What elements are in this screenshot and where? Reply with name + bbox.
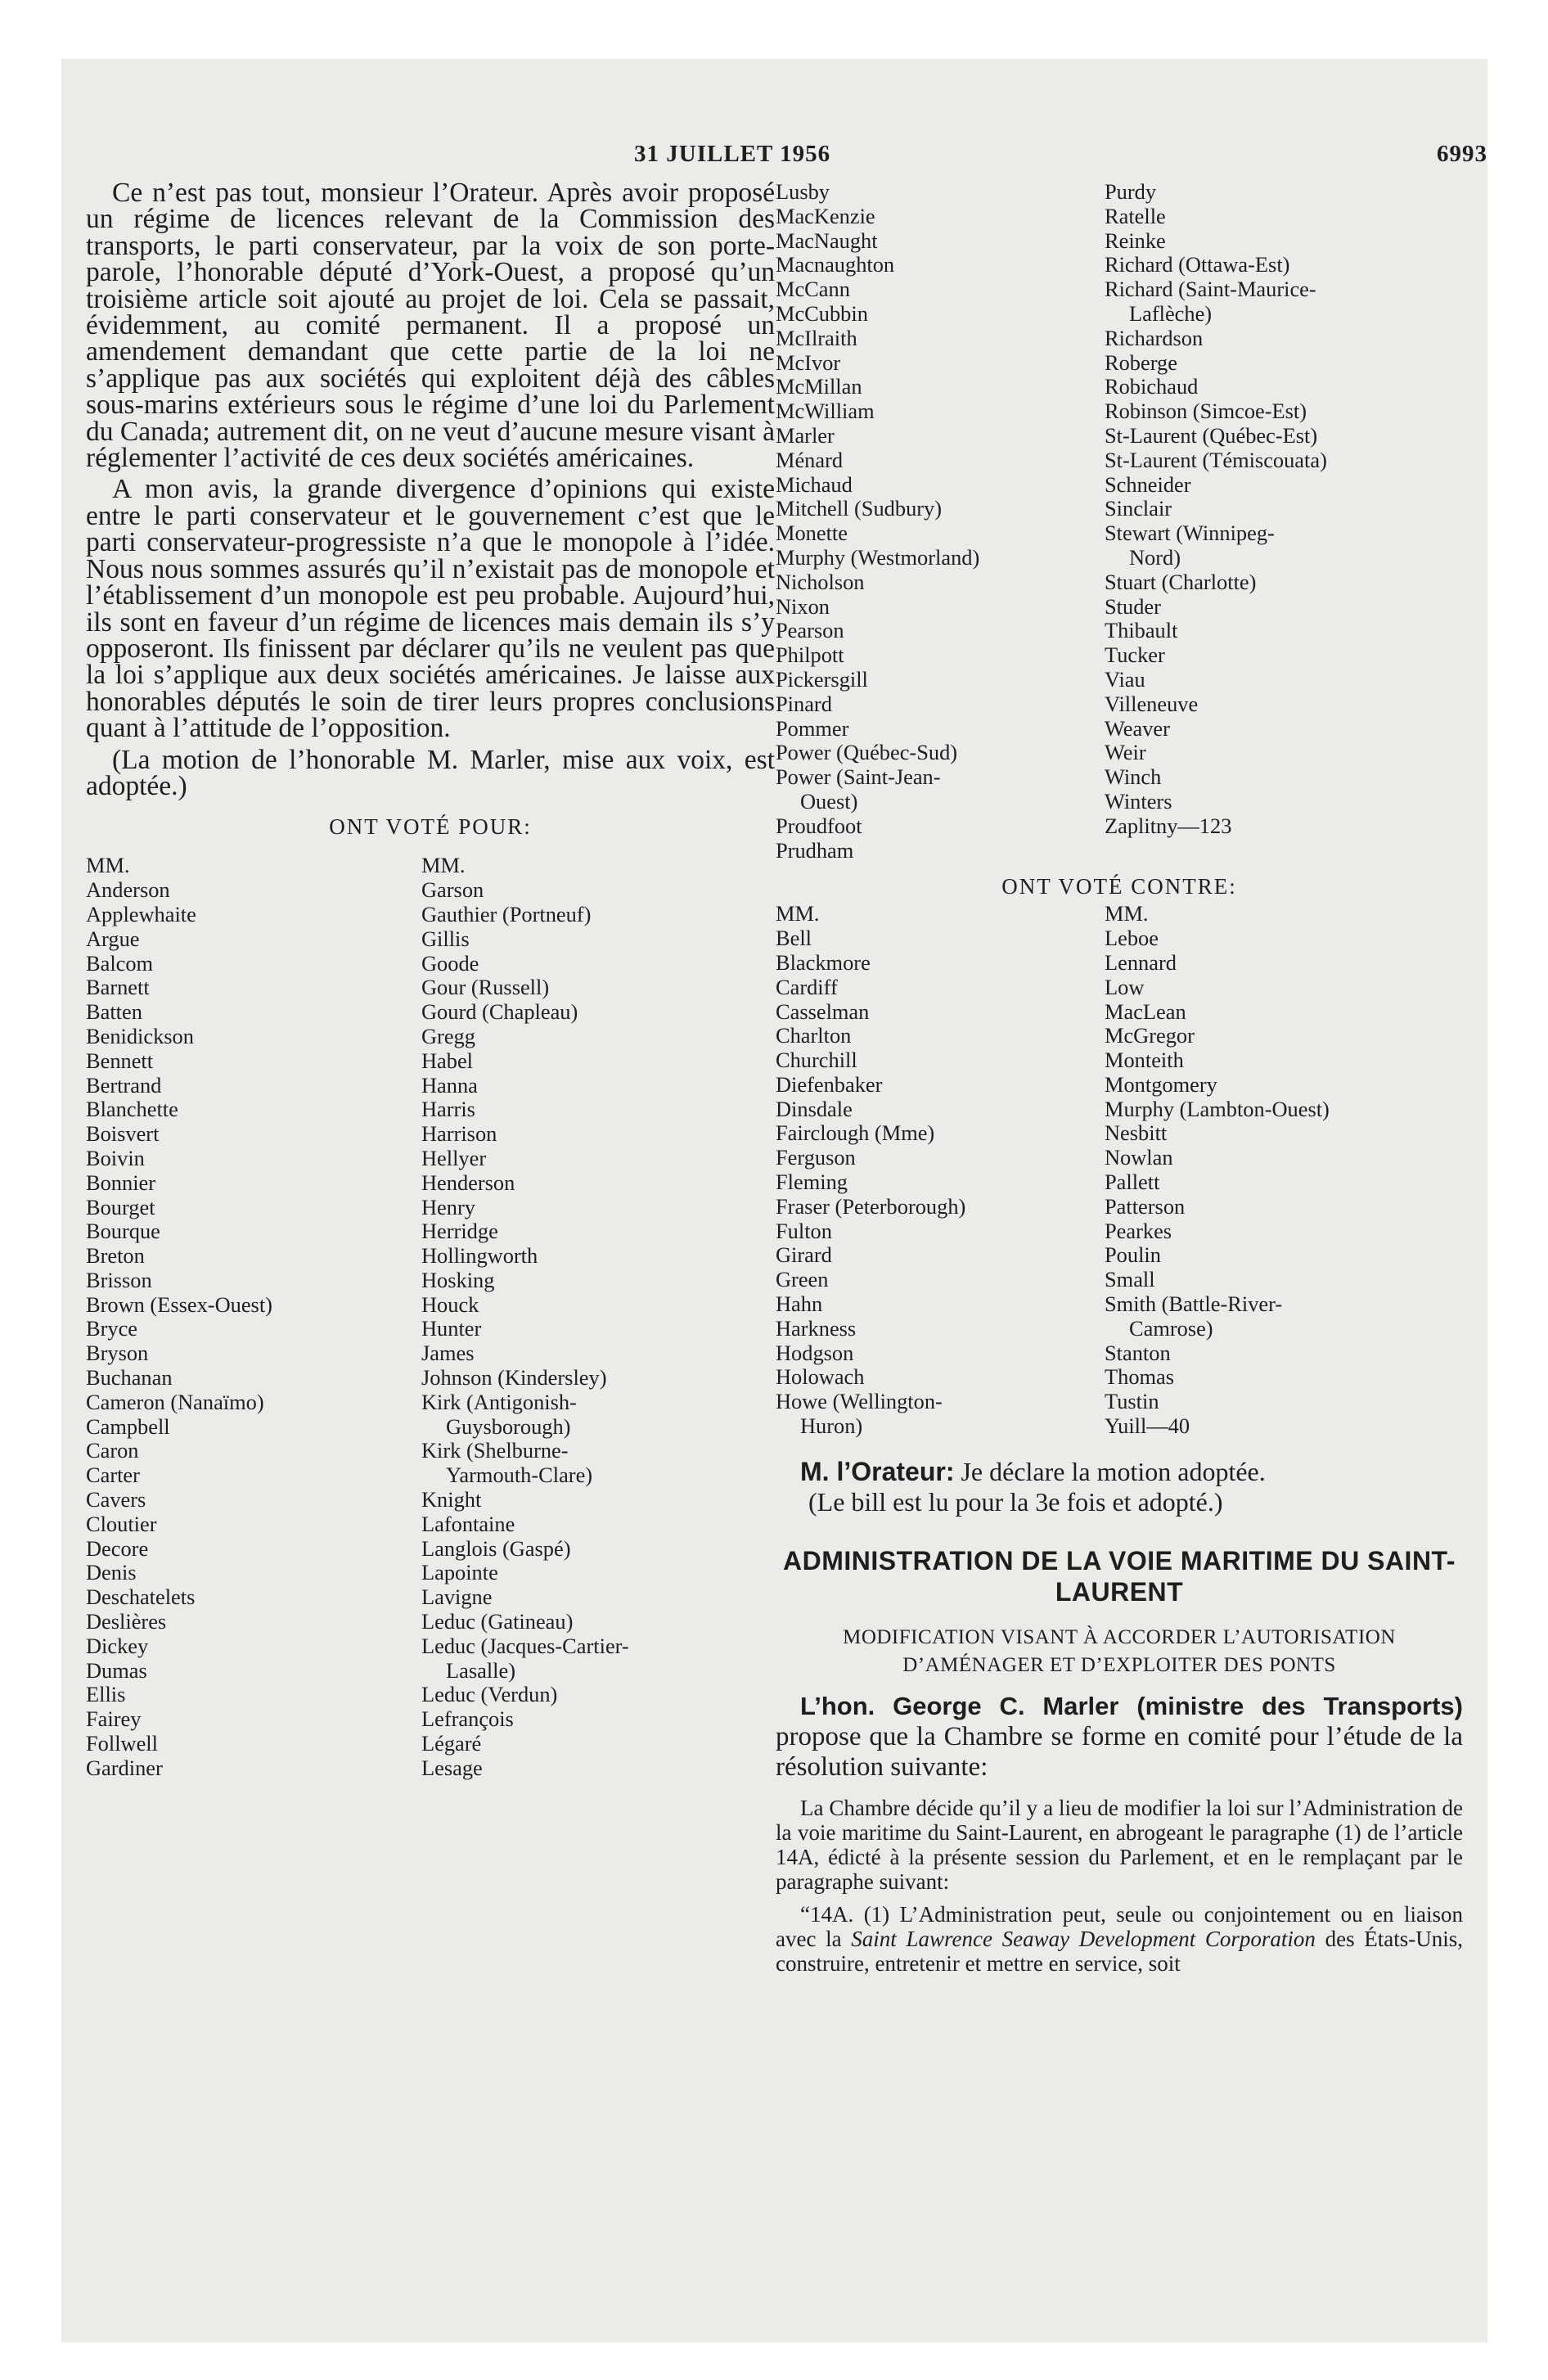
member-name: Tucker: [1105, 642, 1165, 668]
member-name: Viau: [1105, 666, 1145, 692]
name-column: [1105, 926, 1456, 1439]
member-name: Churchill: [776, 1048, 857, 1073]
vote-pour-heading: ONT VOTÉ POUR:: [329, 814, 532, 840]
member-name: Marler: [776, 422, 835, 448]
document-page: [61, 59, 1487, 2342]
member-name: MacNaught: [776, 228, 878, 253]
left-column: [86, 180, 775, 1781]
resolution-part: “14A. (1) L’Administration peut, seule ou conjointement ou en liaison avec la: [776, 1901, 1463, 1951]
member-name: Deslières: [86, 1609, 167, 1634]
name-column: [776, 180, 1105, 863]
member-name: Johnson (Kindersley): [421, 1365, 607, 1391]
header-date: 31 JUILLET 1956: [634, 141, 831, 167]
member-name: Tustin: [1105, 1389, 1159, 1414]
member-name: Cloutier: [86, 1511, 157, 1536]
name-column: [86, 878, 421, 1780]
minister-text: propose que la Chambre se forme en comité pour l’étude de la résolution suivante:: [776, 1721, 1463, 1782]
member-name: Prudham: [776, 837, 854, 863]
member-name: Villeneuve: [1105, 691, 1199, 716]
mm-label: MM.: [776, 901, 820, 926]
member-name: McCann: [776, 277, 850, 302]
member-name: Winters: [1105, 788, 1172, 814]
member-name: Low: [1105, 974, 1145, 999]
member-name: Laflèche): [1129, 300, 1213, 326]
member-name: Ménard: [776, 447, 844, 472]
member-name: Pickersgill: [776, 666, 868, 692]
member-name: Sinclair: [1105, 496, 1172, 521]
member-name: Campbell: [86, 1413, 170, 1439]
member-name: Fairey: [86, 1706, 142, 1732]
member-name: Pommer: [776, 715, 849, 741]
motion-result: (La motion de l’honorable M. Marler, mise aux voix, est adoptée.): [86, 744, 775, 801]
member-name: Schneider: [1105, 471, 1191, 497]
member-name: Dinsdale: [776, 1096, 853, 1121]
member-name: Fulton: [776, 1218, 832, 1243]
member-name: Boivin: [86, 1145, 145, 1170]
member-name: Monette: [776, 521, 848, 546]
vote-pour-list: [86, 854, 775, 1780]
member-name: Batten: [86, 999, 142, 1025]
member-name: Harkness: [776, 1315, 857, 1341]
resolution-article: [776, 1902, 1463, 1976]
member-name: Michaud: [776, 471, 853, 497]
resolution-text: La Chambre décide qu’il y a lieu de modifier la loi sur l’Administration de la voie maritime du Saint-Laurent, en abrogeant le paragraphe (1) de l’article 14A, édicté à la présente session du Parlement, et en le remplaçant par le paragraphe suivant:: [776, 1795, 1463, 1894]
member-name: Leduc (Gatineau): [421, 1609, 574, 1634]
member-name: Langlois (Gaspé): [421, 1535, 571, 1561]
member-name: Stewart (Winnipeg-: [1105, 521, 1275, 546]
member-name: Gour (Russell): [421, 975, 550, 1000]
member-name: Denis: [86, 1560, 137, 1585]
member-name: Gregg: [421, 1023, 475, 1048]
member-name: Mitchell (Sudbury): [776, 496, 943, 521]
speaker-statement: [776, 1457, 1463, 1487]
member-name: Goode: [421, 950, 479, 976]
member-name: Barnett: [86, 975, 150, 1000]
member-name: Balcom: [86, 950, 154, 976]
member-name: Charlton: [776, 1023, 852, 1048]
member-name: Bertrand: [86, 1072, 162, 1098]
member-name: Pinard: [776, 691, 832, 716]
member-name: Nicholson: [776, 569, 865, 594]
corporation-name: Saint Lawrence Seaway Development Corporation: [851, 1926, 1316, 1951]
member-name: Henry: [421, 1194, 475, 1219]
member-name: Girard: [776, 1242, 832, 1268]
member-name: Hodgson: [776, 1340, 854, 1365]
member-name: Benidickson: [86, 1023, 194, 1048]
vote-contre-heading: ONT VOTÉ CONTRE:: [1001, 874, 1237, 899]
member-name: Weaver: [1105, 715, 1170, 741]
member-name: Cardiff: [776, 974, 838, 999]
member-name: Cameron (Nanaïmo): [86, 1389, 264, 1414]
member-name: Casselman: [776, 998, 870, 1024]
member-name: Gourd (Chapleau): [421, 999, 578, 1025]
member-name: Murphy (Lambton-Ouest): [1105, 1096, 1330, 1121]
bill-status: (Le bill est lu pour la 3e fois et adopté.): [808, 1486, 1223, 1517]
member-name: Green: [776, 1267, 829, 1292]
member-name: Thomas: [1105, 1364, 1175, 1390]
member-name: Purdy: [1105, 179, 1157, 204]
member-name: Lafontaine: [421, 1511, 515, 1536]
member-name: Cavers: [86, 1487, 146, 1512]
member-name: MacKenzie: [776, 203, 875, 228]
member-name: Nord): [1129, 544, 1181, 570]
member-name: Bourget: [86, 1194, 155, 1219]
member-name: Reinke: [1105, 228, 1166, 253]
member-name: Nixon: [776, 593, 830, 619]
member-name: Lasalle): [446, 1657, 515, 1683]
member-name: Brown (Essex-Ouest): [86, 1291, 272, 1317]
member-name: Weir: [1105, 740, 1146, 765]
member-name: Bonnier: [86, 1170, 156, 1195]
page-number: 6993: [1437, 141, 1487, 167]
member-name: Breton: [86, 1243, 145, 1269]
member-name: McGregor: [1105, 1023, 1195, 1048]
member-name: Diefenbaker: [776, 1071, 883, 1097]
member-name: Harris: [421, 1097, 475, 1122]
member-name: Nowlan: [1105, 1145, 1173, 1170]
member-name: Bryce: [86, 1316, 138, 1341]
member-name: Winch: [1105, 764, 1162, 790]
member-name: Bennett: [86, 1048, 154, 1073]
member-name: Roberge: [1105, 349, 1177, 375]
vote-pour-list-continued: [776, 180, 1463, 863]
member-name: Monteith: [1105, 1048, 1184, 1073]
member-name: Thibault: [1105, 618, 1178, 643]
member-name: McIlraith: [776, 325, 857, 350]
minister-motion: [776, 1691, 1463, 1783]
member-name: Macnaughton: [776, 252, 895, 277]
member-name: McIvor: [776, 349, 841, 375]
member-name: Smith (Battle-River-: [1105, 1291, 1283, 1317]
speaker-label: M. l’Orateur:: [800, 1456, 955, 1486]
member-name: Hanna: [421, 1072, 478, 1098]
member-name: Gillis: [421, 926, 470, 951]
name-column: [421, 878, 773, 1780]
member-name: Bourque: [86, 1219, 160, 1244]
resolution-part: des États-Unis, construire, entretenir et mettre en service, soit: [776, 1926, 1463, 1976]
member-name: Fraser (Peterborough): [776, 1193, 966, 1219]
member-name: Philpott: [776, 642, 844, 668]
member-name: Robinson (Simcoe-Est): [1105, 399, 1307, 424]
member-name: Decore: [86, 1535, 149, 1561]
member-name: Holowach: [776, 1364, 865, 1390]
member-name: Ferguson: [776, 1145, 856, 1170]
minister-label: L’hon. George C. Marler (ministre des Transports): [800, 1691, 1463, 1720]
member-name: Brisson: [86, 1267, 152, 1292]
member-name: Ellis: [86, 1682, 126, 1707]
member-name: Huron): [800, 1413, 863, 1439]
member-name: Leduc (Verdun): [421, 1682, 558, 1707]
member-name: Argue: [86, 926, 140, 951]
member-name: Stanton: [1105, 1340, 1171, 1365]
member-name: Buchanan: [86, 1365, 173, 1391]
member-name: Follwell: [86, 1731, 158, 1756]
member-name: Howe (Wellington-: [776, 1389, 943, 1414]
member-name: Stuart (Charlotte): [1105, 569, 1257, 594]
member-name: Applewhaite: [86, 901, 196, 926]
member-name: Hellyer: [421, 1145, 487, 1170]
section-subtitle: MODIFICATION VISANT À ACCORDER L’AUTORISATION D’AMÉNAGER ET D’EXPLOITER DES PONTS: [843, 1625, 1396, 1676]
member-name: Ouest): [800, 788, 858, 814]
member-name: Carter: [86, 1463, 140, 1488]
member-name: Fairclough (Mme): [776, 1120, 935, 1146]
member-name: Montgomery: [1105, 1071, 1217, 1097]
member-name: Power (Québec-Sud): [776, 740, 958, 765]
member-name: Nesbitt: [1105, 1120, 1168, 1146]
vote-contre-list: [776, 902, 1463, 1439]
member-name: Hunter: [421, 1316, 482, 1341]
member-name: Guysborough): [446, 1413, 571, 1439]
member-name: Kirk (Shelburne-: [421, 1438, 569, 1463]
page-header: [61, 141, 1487, 174]
member-name: Légaré: [421, 1731, 482, 1756]
mm-label: MM.: [86, 853, 130, 878]
section-title: ADMINISTRATION DE LA VOIE MARITIME DU SAINT-LAURENT: [783, 1545, 1456, 1607]
member-name: Fleming: [776, 1170, 848, 1195]
member-name: Power (Saint-Jean-: [776, 764, 941, 790]
member-name: Lefrançois: [421, 1706, 514, 1732]
member-name: Richard (Saint-Maurice-: [1105, 277, 1316, 302]
member-name: Hosking: [421, 1267, 495, 1292]
mm-label: MM.: [1105, 901, 1149, 926]
member-name: Lavigne: [421, 1584, 493, 1610]
member-name: Studer: [1105, 593, 1161, 619]
member-name: Garson: [421, 877, 484, 903]
member-name: Murphy (Westmorland): [776, 544, 980, 570]
member-name: Pearkes: [1105, 1218, 1172, 1243]
member-name: Lapointe: [421, 1560, 498, 1585]
member-name: Knight: [421, 1487, 482, 1512]
member-name: Yarmouth-Clare): [446, 1463, 593, 1488]
mm-label: MM.: [421, 853, 466, 878]
member-name: Lesage: [421, 1755, 483, 1780]
member-name: Boisvert: [86, 1121, 160, 1147]
member-name: Richard (Ottawa-Est): [1105, 252, 1290, 277]
member-name: Patterson: [1105, 1193, 1186, 1219]
member-name: Houck: [421, 1291, 479, 1317]
member-name: Robichaud: [1105, 374, 1199, 399]
member-name: Yuill—40: [1105, 1413, 1190, 1439]
member-name: Bryson: [86, 1341, 149, 1366]
member-name: McWilliam: [776, 399, 875, 424]
member-name: Harrison: [421, 1121, 497, 1147]
member-name: Hollingworth: [421, 1243, 538, 1269]
member-name: Anderson: [86, 877, 170, 903]
member-name: Leboe: [1105, 926, 1159, 951]
member-name: Herridge: [421, 1219, 498, 1244]
member-name: Blackmore: [776, 949, 871, 975]
member-name: Pearson: [776, 618, 844, 643]
member-name: Lennard: [1105, 949, 1177, 975]
member-name: James: [421, 1341, 475, 1366]
member-name: Dumas: [86, 1657, 147, 1683]
name-column: [776, 926, 1105, 1439]
member-name: Habel: [421, 1048, 474, 1073]
member-name: Caron: [86, 1438, 139, 1463]
member-name: Deschatelets: [86, 1584, 196, 1610]
member-name: Small: [1105, 1267, 1155, 1292]
member-name: Gauthier (Portneuf): [421, 901, 592, 926]
member-name: Bell: [776, 926, 812, 951]
member-name: Camrose): [1129, 1315, 1213, 1341]
member-name: St-Laurent (Témiscouata): [1105, 447, 1327, 472]
paragraph: Ce n’est pas tout, monsieur l’Orateur. Après avoir proposé un régime de licences relevant de la Commission des transports, le parti conservateur, par la voix de son porte-parole, l’honorable député d’York-Ouest, a proposé qu’un troisième article soit ajouté au projet de loi. Cela se passait, évidemment, au comité permanent. Il a proposé un amendement demandant que cette partie de la loi ne s’applique pas aux sociétés qui exploitent déjà des câbles sous-marins extérieurs sous le régime d’une loi du Parlement du Canada; autrement dit, on ne veut d’aucune mesure visant à réglementer l’activité de ces deux sociétés américaines.: [86, 178, 775, 474]
member-name: Poulin: [1105, 1242, 1161, 1268]
member-name: Hahn: [776, 1291, 823, 1317]
member-name: Leduc (Jacques-Cartier-: [421, 1633, 629, 1658]
member-name: Zaplitny—123: [1105, 813, 1232, 838]
member-name: McCubbin: [776, 300, 868, 326]
member-name: Richardson: [1105, 325, 1204, 350]
member-name: McMillan: [776, 374, 862, 399]
member-name: Kirk (Antigonish-: [421, 1389, 577, 1414]
member-name: Pallett: [1105, 1170, 1160, 1195]
member-name: MacLean: [1105, 998, 1186, 1024]
member-name: Gardiner: [86, 1755, 163, 1780]
member-name: Ratelle: [1105, 203, 1166, 228]
member-name: Blanchette: [86, 1097, 178, 1122]
member-name: St-Laurent (Québec-Est): [1105, 422, 1318, 448]
paragraph: A mon avis, la grande divergence d’opinions qui existe entre le parti conservateur et le gouvernement c’est que le parti conservateur-progressiste n’a que le monopole à l’idée. Nous nous sommes assurés qu’il n’existait pas de monopole et l’établissement d’un monopole est peu probable. Aujourd’hui, ils sont en faveur d’un régime de licences mais demain ils s’y opposeront. Ils finissent par déclarer qu’ils ne veulent pas que la loi s’applique aux deux sociétés américaines. Je laisse aux honorables députés le soin de tirer leurs propres conclusions quant à l’attitude de l’opposition.: [86, 474, 775, 744]
member-name: Proudfoot: [776, 813, 862, 838]
name-column: [1105, 180, 1456, 863]
member-name: Dickey: [86, 1633, 149, 1658]
right-column: [776, 180, 1463, 1976]
member-name: Lusby: [776, 179, 830, 204]
speaker-text: Je déclare la motion adoptée.: [954, 1456, 1266, 1486]
member-name: Henderson: [421, 1170, 515, 1195]
